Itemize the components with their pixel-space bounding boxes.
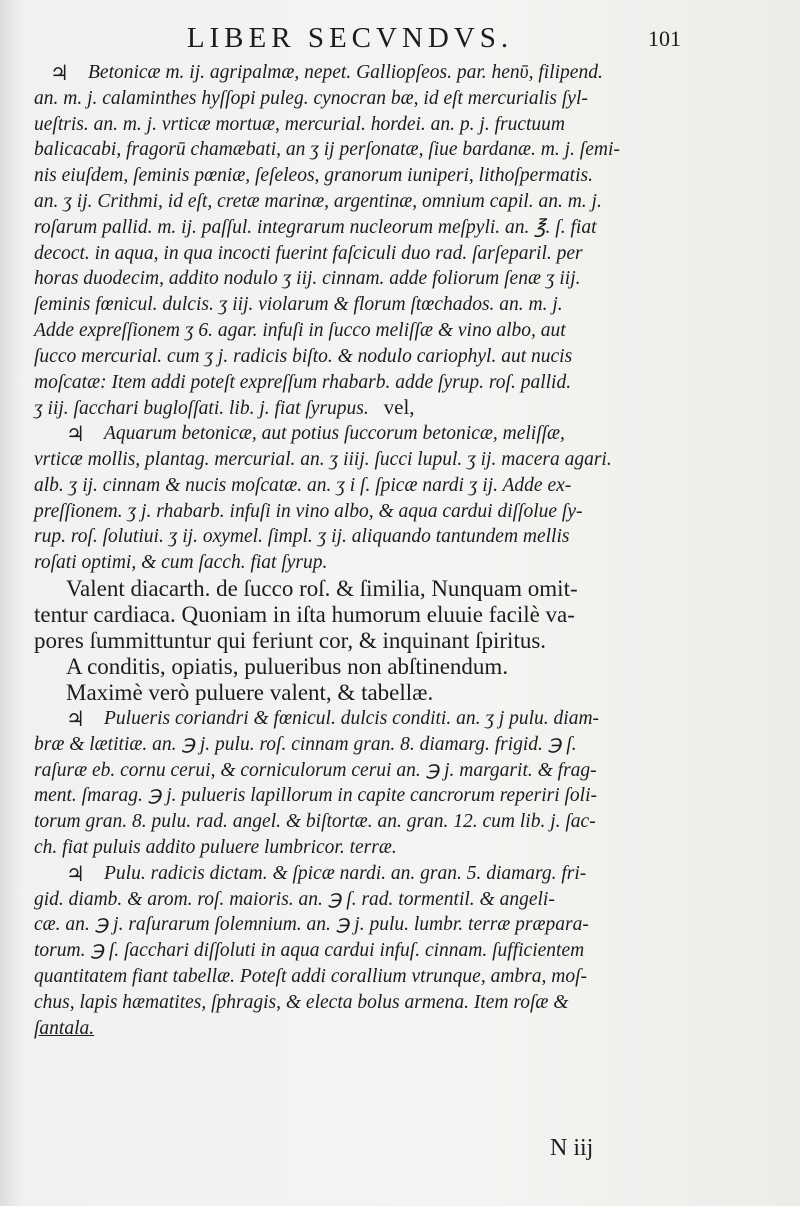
text-block [34, 60, 734, 1041]
recipe-line [34, 395, 734, 421]
recipe-line: an. ʒ ij. Crithmi, id eſt, cretæ marinæ, argentinæ, omnium capil. an. m. j. [34, 190, 602, 212]
recipe-line: roſarum pallid. m. ij. paſſul. integrarum nucleorum meſpyli. an. ℥. ſ. fiat [34, 216, 597, 238]
recipe-line: balicacabi, fragorū chamæbati, an ʒ ij perſonatæ, ſiue bardanæ. m. j. ſemi- [34, 139, 620, 161]
recipe-line: alb. ʒ ij. cinnam & nucis moſcatæ. an. ʒ i ſ. ſpicæ nardi ʒ ij. Adde ex- [34, 474, 572, 496]
recipe-text: Pulu. radicis dictam. & ſpicæ nardi. an. gran. 5. diamarg. fri- [104, 862, 587, 884]
recipe-line: raſuræ eb. cornu cerui, & corniculorum cerui an. ℈ j. margarit. & frag- [34, 759, 597, 781]
recipe-symbol-icon: ♃ [66, 861, 85, 886]
recipe-line [34, 60, 734, 86]
recipe-text: Pulueris coriandri & fœnicul. dulcis conditi. an. ʒ j pulu. diam- [104, 707, 600, 729]
recipe-line: an. m. j. calaminthes hyſſopi puleg. cynocran bæ, id eſt mercurialis ſyl- [34, 87, 588, 109]
recipe-line: horas duodecim, addito nodulo ʒ iij. cinnam. adde foliorum ſenæ ʒ iij. [34, 268, 581, 290]
recipe-line: ch. fiat puluis addito puluere lumbricor. terræ. [34, 836, 397, 858]
recipe-line: rup. roſ. ſolutiui. ʒ ij. oxymel. ſimpl. ʒ ij. aliquando tantundem mellis [34, 526, 570, 548]
recipe-text: Betonicæ m. ij. agripalmæ, nepet. Galliopſeos. par. henῡ, filipend. [88, 61, 603, 83]
recipe-line: roſati optimi, & cum ſacch. fiat ſyrup. [34, 552, 328, 574]
body-line: pores ſummittuntur qui feriunt cor, & inquinant ſpiritus. [34, 627, 547, 653]
page-number: 101 [648, 26, 681, 51]
recipe-line: torum. ℈ ſ. ſacchari diſſoluti in aqua cardui infuſ. cinnam. ſufficientem [34, 940, 585, 962]
recipe-line: torum gran. 8. pulu. rad. angel. & biſtortæ. an. gran. 12. cum lib. j. ſac- [34, 811, 596, 833]
recipe-line: quantitatem fiant tabellæ. Poteſt addi corallium vtrunque, ambra, moſ- [34, 965, 587, 987]
recipe-symbol-icon: ♃ [66, 706, 85, 731]
body-line: A conditis, opiatis, pulueribus non abſtinendum. [66, 653, 509, 679]
recipe-symbol-icon: ♃ [66, 422, 85, 447]
running-title: LIBER SECVNDVS. [186, 22, 514, 54]
body-line: Valent diacarth. de ſucco roſ. & ſimilia, Nunquam omit- [66, 575, 578, 601]
recipe-line: gid. diamb. & arom. roſ. maioris. an. ℈ ſ. rad. tormentil. & angeli- [34, 888, 555, 910]
recipe-symbol-icon: ♃ [50, 60, 69, 85]
recipe-line: ſeminis fœnicul. dulcis. ʒ iij. violarum & florum ſtœchados. an. m. j. [34, 294, 563, 316]
recipe-line [34, 706, 734, 732]
recipe-line: vrticæ mollis, plantag. mercurial. an. ʒ iiij. ſucci lupul. ʒ ij. macera agari. [34, 448, 612, 470]
recipe-line: Adde expreſſionem ʒ 6. agar. infuſi in ſucco meliſſæ & vino albo, aut [34, 319, 566, 341]
body-line: tentur cardiaca. Quoniam in iſta humorum eluuie facilè va- [34, 601, 575, 627]
recipe-line: ſantala. [34, 1017, 95, 1039]
recipe-line: ſucco mercurial. cum ʒ j. radicis biſto. & nodulo cariophyl. aut nucis [34, 345, 573, 367]
recipe-line: moſcatæ: Item addi poteſt expreſſum rhabarb. adde ſyrup. roſ. pallid. [34, 371, 572, 393]
recipe-line: decoct. in aqua, in qua incocti fuerint faſciculi duo rad. ſarſeparil. per [34, 242, 583, 264]
recipe-text: Aquarum betonicæ, aut potius ſuccorum betonicæ, meliſſæ, [104, 423, 565, 445]
recipe-line: ueſtris. an. m. j. vrticæ mortuæ, mercurial. hordei. an. p. j. fructuum [34, 113, 565, 135]
signature-mark [550, 1135, 593, 1162]
recipe-line: cæ. an. ℈ j. raſurarum ſolemnium. an. ℈ j. pulu. lumbr. terræ præpara- [34, 914, 589, 936]
recipe-line: nis eiuſdem, ſeminis pœniæ, ſeſeleos, granorum iuniperi, lithoſpermatis. [34, 165, 593, 187]
signature-text: N iij [550, 1135, 594, 1161]
recipe-text: ʒ iij. ſacchari bugloſſati. lib. j. fiat ſyrupus. [34, 398, 369, 420]
recipe-line [34, 421, 734, 447]
body-line: Maximè verò puluere valent, & tabellæ. [66, 679, 434, 705]
recipe-line [34, 861, 734, 887]
trailing-word: vel, [383, 395, 415, 420]
recipe-line: preſſionem. ʒ j. rhabarb. infuſi in vino albo, & aqua cardui diſſolue ſy- [34, 500, 583, 522]
recipe-line: bræ & lætitiæ. an. ℈ j. pulu. roſ. cinnam gran. 8. diamarg. frigid. ℈ ſ. [34, 733, 577, 755]
recipe-line: chus, lapis hæmatites, ſphragis, & electa bolus armena. Item roſæ & [34, 991, 569, 1013]
recipe-line: ment. ſmarag. ℈ j. pulueris lapillorum in capite cancrorum reperiri ſoli- [34, 785, 598, 807]
